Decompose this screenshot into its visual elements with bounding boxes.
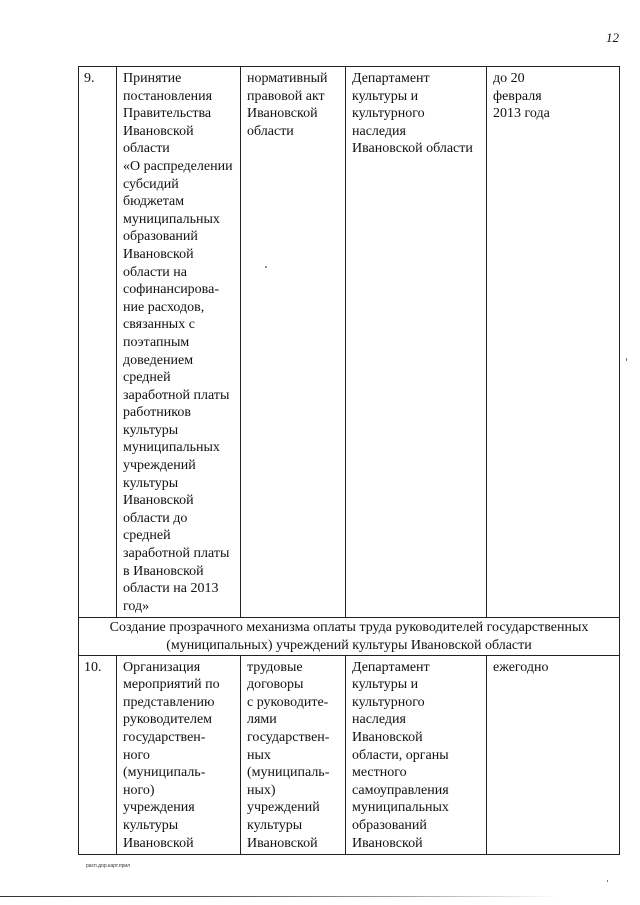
deadline-cell: до 20 февраля 2013 года — [487, 67, 620, 618]
file-footnote: расп.дор.карт.прил — [86, 863, 131, 869]
page-number: 12 — [606, 30, 619, 45]
row-number-cell: 10. — [79, 655, 117, 855]
scan-speck — [626, 358, 627, 361]
executor-cell: Департамент культуры и культурного наследия Ивановской области, органы местного самоуправления муниципальных образований Ивановской — [346, 655, 487, 855]
table-row-9 — [79, 67, 620, 618]
result-cell: нормативный правовой акт Ивановской области — [241, 67, 346, 618]
roadmap-table — [78, 66, 620, 855]
scan-speck — [265, 266, 267, 268]
row-number-cell: 9. — [79, 67, 117, 618]
section-title: Создание прозрачного механизма оплаты труда руководителей государственных (муниципальных) учреждений культуры Ивановской области — [79, 618, 620, 655]
scan-edge-line — [0, 896, 560, 897]
section-header-row — [79, 618, 620, 655]
scan-speck — [607, 880, 608, 882]
deadline-cell: ежегодно — [487, 655, 620, 855]
executor-cell: Департамент культуры и культурного наследия Ивановской области — [346, 67, 487, 618]
action-cell: Организация мероприятий по представлению руководителем государствен- ного (муниципаль- ного) учреждения культуры Ивановской — [117, 655, 241, 855]
table-row-10 — [79, 655, 620, 855]
result-cell: трудовые договоры с руководите- лями государствен- ных (муниципаль- ных) учреждений культуры Ивановской — [241, 655, 346, 855]
action-cell: Принятие постановления Правительства Ивановской области «О распределении субсидий бюджетам муниципальных образований Ивановской области на софинансирова- ние расходов, связанных с поэтапным доведением средней заработной платы работников культуры муниципальных учреждений культуры Ивановской области до средней заработной платы в Ивановской области на 2013 год» — [117, 67, 241, 618]
